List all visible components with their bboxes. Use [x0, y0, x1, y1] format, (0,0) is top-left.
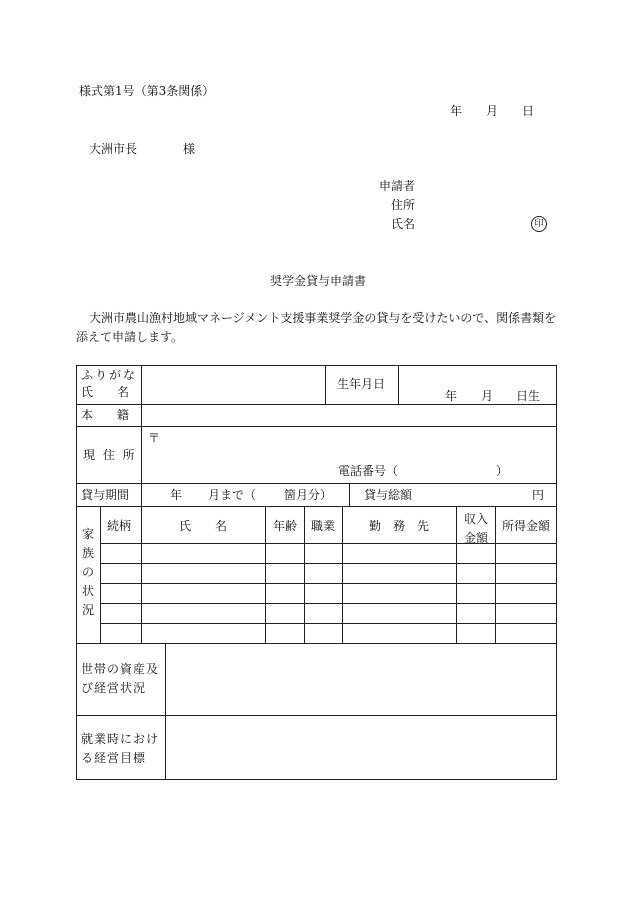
applicant-address-field[interactable] — [420, 196, 544, 212]
addressee-suffix: 様 — [183, 142, 196, 156]
row-divider — [76, 715, 557, 716]
family-row-divider — [100, 603, 557, 604]
birth-year-label: 年 — [445, 389, 458, 403]
family-row-divider — [100, 563, 557, 564]
loan-year-label: 年 — [170, 488, 183, 502]
birth-day-label: 日生 — [516, 389, 541, 403]
table-border-left — [76, 365, 77, 780]
applicant-name-field[interactable] — [420, 215, 529, 231]
application-form-table — [76, 365, 557, 780]
col-header-name: 氏 名 — [179, 519, 228, 533]
honseki-input[interactable] — [146, 407, 550, 424]
col-header-occupation: 職業 — [311, 519, 336, 533]
row-divider — [76, 506, 557, 507]
loan-total-label: 貸与総額 — [364, 488, 413, 502]
phone-label: 電話番号（ — [338, 464, 399, 478]
phone-input[interactable] — [402, 462, 500, 478]
row-divider — [76, 426, 557, 427]
col-divider — [325, 365, 326, 404]
family-status-label: 家族の状況 — [81, 527, 94, 617]
seal-mark: 印 — [531, 216, 547, 232]
col-divider — [398, 365, 399, 404]
birth-month-label: 月 — [481, 389, 494, 403]
date-day-label: 日 — [522, 104, 535, 118]
name-label: 氏 名 — [81, 385, 130, 399]
assets-label: 世帯の資産及び経営状況 — [81, 662, 160, 695]
loan-months-label: 箇月分） — [284, 488, 333, 502]
table-border-top — [76, 365, 557, 366]
applicant-name-label: 氏名 — [391, 217, 416, 231]
table-border-right — [556, 365, 557, 780]
goal-label: 就業時における経営目標 — [81, 732, 160, 765]
body-text-line1: 大洲市農山漁村地域マネージメント支援事業奨学金の貸与を受けたいので、関係書類を — [89, 311, 557, 325]
date-year-label: 年 — [450, 104, 463, 118]
row-divider — [76, 643, 557, 644]
goal-textarea[interactable] — [170, 720, 552, 774]
col-header-income: 収入金額 — [463, 512, 488, 545]
col-header-workplace: 勤 務 先 — [369, 519, 430, 533]
loan-total-input[interactable] — [421, 486, 529, 503]
form-number: 様式第1号（第3条関係） — [79, 84, 215, 98]
phone-close: ） — [496, 464, 509, 478]
address-label: 現 住 所 — [83, 448, 137, 462]
family-row-divider — [100, 583, 557, 584]
loan-month-until-label: 月まで（ — [208, 488, 257, 502]
furigana-label: ふりがな — [81, 368, 138, 382]
document-title: 奨学金貸与申請書 — [270, 274, 367, 288]
birthdate-label: 生年月日 — [337, 377, 386, 391]
assets-textarea[interactable] — [170, 648, 552, 710]
body-text-line2: 添えて申請します。 — [76, 330, 184, 344]
row-divider — [76, 483, 557, 484]
col-divider — [349, 483, 350, 506]
row-divider — [76, 404, 557, 405]
date-month-label: 月 — [486, 104, 499, 118]
applicant-address-label: 住所 — [391, 198, 416, 212]
honseki-label: 本 籍 — [81, 408, 130, 422]
yen-label: 円 — [532, 488, 545, 502]
col-header-age: 年齢 — [273, 519, 298, 533]
loan-period-label: 貸与期間 — [81, 488, 130, 502]
table-border-bottom — [76, 779, 557, 780]
addressee: 大洲市長 — [89, 142, 138, 156]
col-header-relation: 続柄 — [107, 519, 132, 533]
applicant-fullname-input[interactable] — [146, 369, 320, 399]
applicant-label: 申請者 — [379, 179, 416, 193]
address-input[interactable] — [162, 429, 546, 447]
family-row-divider — [100, 623, 557, 624]
label-column-divider — [165, 643, 166, 780]
col-header-earnings: 所得金額 — [502, 519, 551, 533]
postal-mark: 〒 — [148, 431, 161, 445]
